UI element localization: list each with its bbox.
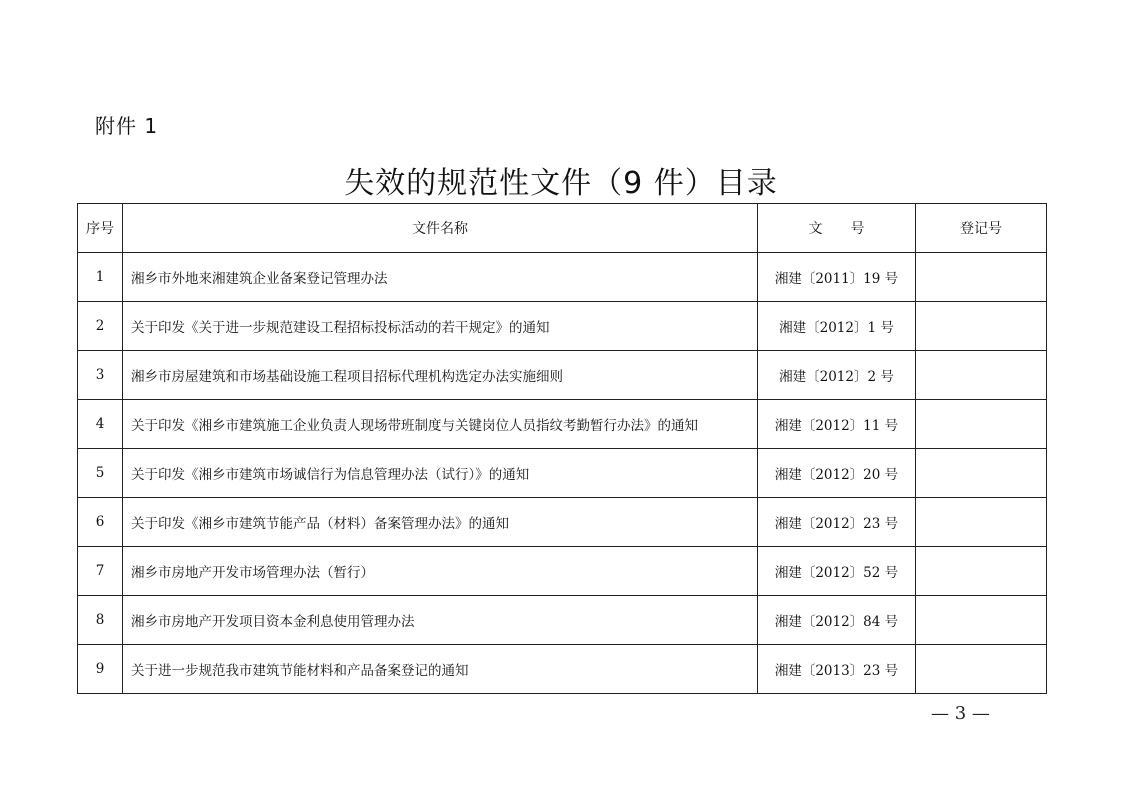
row-registration-number [916, 596, 1047, 645]
row-registration-number [916, 253, 1047, 302]
table-row [78, 302, 1047, 351]
row-document-name: 关于印发《关于进一步规范建设工程招标投标活动的若干规定》的通知 [123, 302, 758, 351]
page-number: — 3 — [931, 703, 990, 724]
row-document-name: 关于进一步规范我市建筑节能材料和产品备案登记的通知 [123, 645, 758, 694]
table-row [78, 498, 1047, 547]
row-registration-number [916, 400, 1047, 449]
row-serial-number: 6 [78, 498, 123, 547]
row-serial-number: 3 [78, 351, 123, 400]
row-document-number: 湘建〔2012〕84 号 [758, 596, 916, 645]
row-document-number: 湘建〔2011〕19 号 [758, 253, 916, 302]
row-document-name: 湘乡市房屋建筑和市场基础设施工程项目招标代理机构选定办法实施细则 [123, 351, 758, 400]
row-document-number: 湘建〔2012〕2 号 [758, 351, 916, 400]
table-row [78, 547, 1047, 596]
row-document-name: 关于印发《湘乡市建筑节能产品（材料）备案管理办法》的通知 [123, 498, 758, 547]
row-document-name: 湘乡市外地来湘建筑企业备案登记管理办法 [123, 253, 758, 302]
row-serial-number: 8 [78, 596, 123, 645]
invalid-documents-table [77, 203, 1047, 694]
table-row [78, 596, 1047, 645]
row-serial-number: 2 [78, 302, 123, 351]
row-registration-number [916, 449, 1047, 498]
header-serial-number: 序号 [78, 204, 123, 253]
row-registration-number [916, 547, 1047, 596]
header-document-number: 文 号 [758, 204, 916, 253]
row-document-name: 关于印发《湘乡市建筑市场诚信行为信息管理办法（试行）》的通知 [123, 449, 758, 498]
row-document-number: 湘建〔2012〕11 号 [758, 400, 916, 449]
row-serial-number: 9 [78, 645, 123, 694]
row-document-number: 湘建〔2012〕52 号 [758, 547, 916, 596]
row-serial-number: 1 [78, 253, 123, 302]
row-registration-number [916, 498, 1047, 547]
row-serial-number: 7 [78, 547, 123, 596]
table-row [78, 351, 1047, 400]
document-title: 失效的规范性文件（9 件）目录 [344, 166, 778, 201]
header-registration-number: 登记号 [916, 204, 1047, 253]
row-registration-number [916, 645, 1047, 694]
row-document-name: 湘乡市房地产开发项目资本金利息使用管理办法 [123, 596, 758, 645]
row-registration-number [916, 302, 1047, 351]
attachment-label: 附件 1 [95, 114, 159, 138]
row-registration-number [916, 351, 1047, 400]
row-document-number: 湘建〔2013〕23 号 [758, 645, 916, 694]
row-document-number: 湘建〔2012〕20 号 [758, 449, 916, 498]
row-serial-number: 5 [78, 449, 123, 498]
row-document-name: 湘乡市房地产开发市场管理办法（暂行） [123, 547, 758, 596]
header-document-name: 文件名称 [123, 204, 758, 253]
table-row [78, 449, 1047, 498]
row-serial-number: 4 [78, 400, 123, 449]
row-document-number: 湘建〔2012〕23 号 [758, 498, 916, 547]
row-document-number: 湘建〔2012〕1 号 [758, 302, 916, 351]
table-row [78, 645, 1047, 694]
row-document-name: 关于印发《湘乡市建筑施工企业负责人现场带班制度与关键岗位人员指纹考勤暂行办法》的通知 [123, 400, 758, 449]
table-header-row [78, 204, 1047, 253]
table-row [78, 253, 1047, 302]
table-row [78, 400, 1047, 449]
